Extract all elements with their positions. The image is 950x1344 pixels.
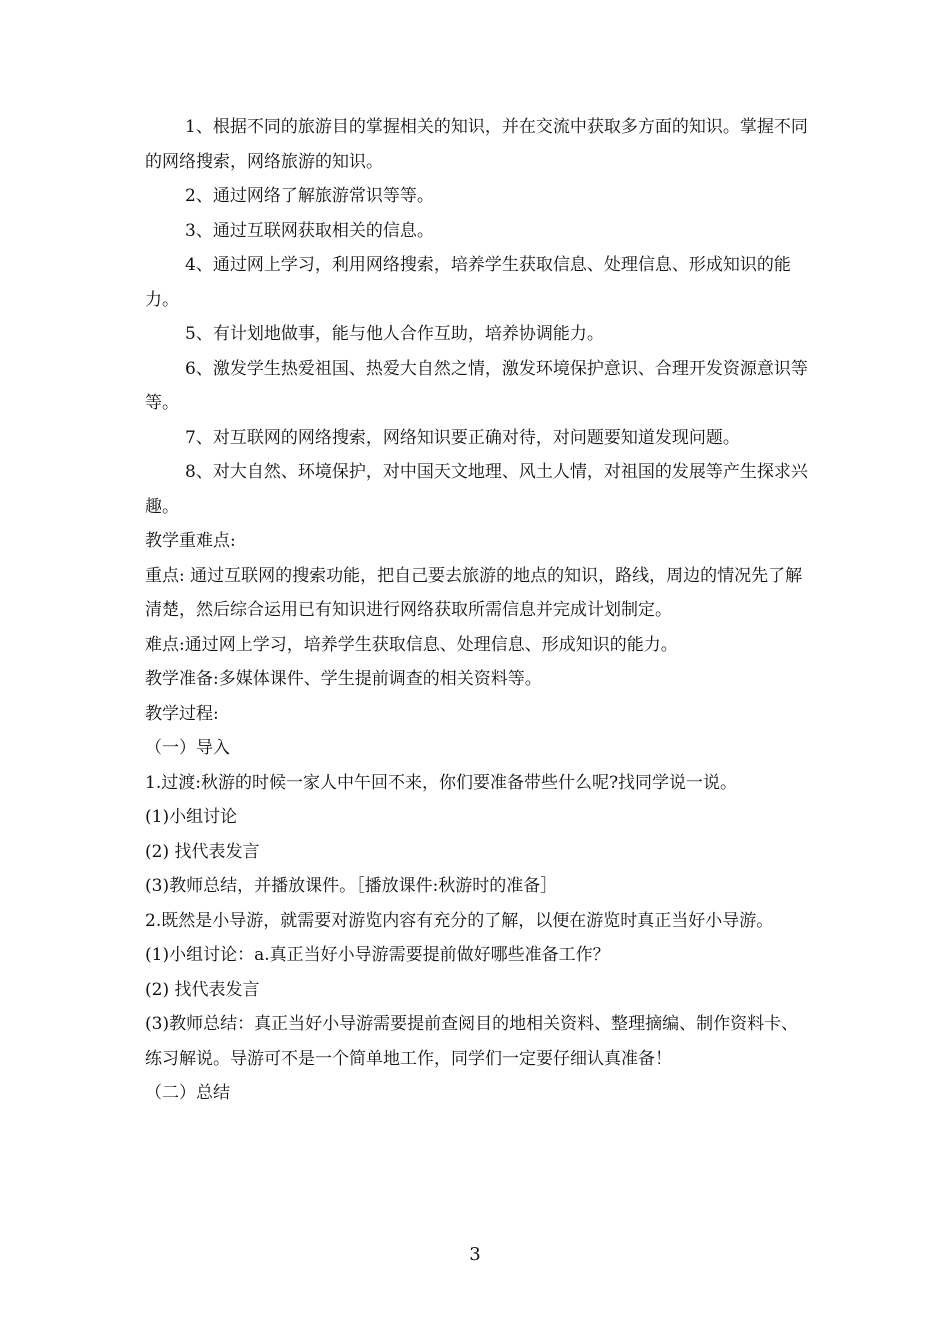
page-number: 3: [469, 1244, 481, 1265]
process-line-1: 1.过渡:秋游的时候一家人中午回不来，你们要准备带些什么呢?找同学说一说。: [145, 772, 738, 793]
teaching-preparation: 教学准备:多媒体课件、学生提前调查的相关资料等。: [145, 669, 542, 689]
process-heading: 教学过程:: [145, 703, 219, 724]
process-line-4: (3)教师总结，并播放课件。［播放课件:秋游时的准备］: [145, 876, 558, 896]
key-points-heading: 教学重难点:: [145, 531, 236, 551]
objective-2: 2、通过网络了解旅游常识等等。: [185, 186, 434, 206]
process-line-5: 2.既然是小导游，就需要对游览内容有充分的了解，以便在游览时真正当好小导游。: [145, 910, 774, 931]
section-summary-title: （二）总结: [145, 1083, 230, 1103]
process-line-7: (2) 找代表发言: [145, 979, 260, 1000]
document-body: [145, 110, 815, 1111]
process-line-3: (2) 找代表发言: [145, 841, 260, 862]
objective-5: 5、有计划地做事，能与他人合作互助，培养协调能力。: [185, 324, 604, 344]
objective-3: 3、通过互联网获取相关的信息。: [185, 220, 434, 241]
process-line-2: (1)小组讨论: [145, 807, 238, 827]
section-intro-title: （一）导入: [145, 738, 230, 758]
objective-7: 7、对互联网的网络搜索，网络知识要正确对待，对问题要知道发现问题。: [185, 427, 740, 448]
objective-1: 1、根据不同的旅游目的掌握相关的知识，并在交流中获取多方面的知识。掌握不同的网络搜索，网络旅游的知识。: [145, 117, 808, 172]
objective-8: 8、对大自然、环境保护，对中国天文地理、风土人情，对祖国的发展等产生探求兴趣。: [145, 462, 808, 517]
process-line-6: (1)小组讨论：a.真正当好小导游需要提前做好哪些准备工作？: [145, 945, 610, 965]
objective-6: 6、激发学生热爱祖国、热爱大自然之情，激发环境保护意识、合理开发资源意识等等。: [145, 358, 808, 413]
process-line-8: (3)教师总结：真正当好小导游需要提前查阅目的地相关资料、整理摘编、制作资料卡、练习解说。导游可不是一个简单地工作，同学们一定要仔细认真准备！: [145, 1014, 799, 1069]
objective-4: 4、通过网上学习，利用网络搜索，培养学生获取信息、处理信息、形成知识的能力。: [145, 255, 791, 310]
key-points-difficulty: 难点:通过网上学习，培养学生获取信息、处理信息、形成知识的能力。: [145, 634, 678, 655]
key-points-focus: 重点: 通过互联网的搜索功能，把自己要去旅游的地点的知识，路线，周边的情况先了解清楚，然后综合运用已有知识进行网络获取所需信息并完成计划制定。: [145, 565, 803, 620]
